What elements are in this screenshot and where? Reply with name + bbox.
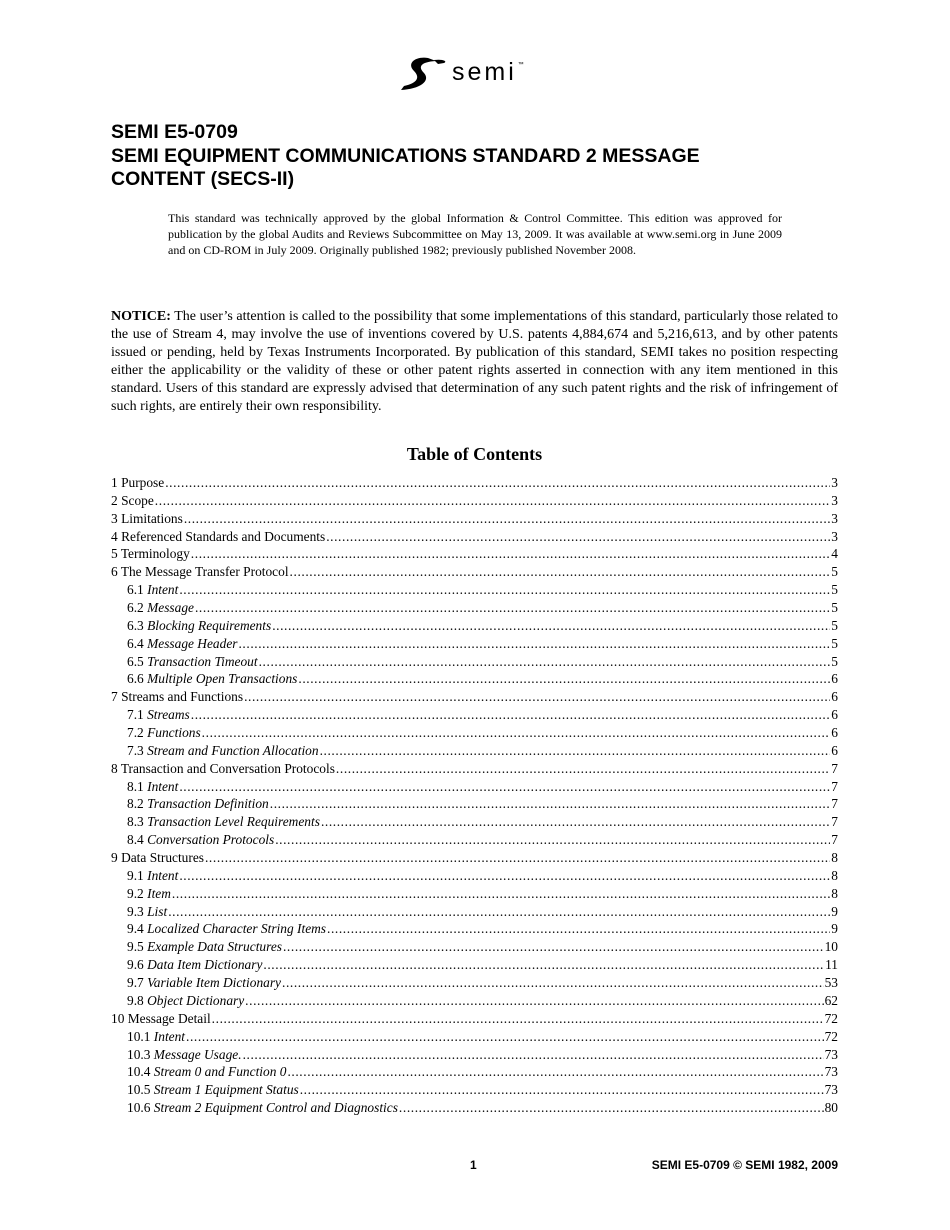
toc-entry-page: 73 <box>824 1046 838 1062</box>
toc-entry[interactable] <box>111 635 838 653</box>
toc-entry-label <box>127 706 190 724</box>
toc-entry-label <box>127 795 269 813</box>
toc-entry[interactable] <box>111 1046 838 1064</box>
toc-entry-label <box>127 903 167 921</box>
toc-entry-title: Stream and Function Allocation <box>147 742 319 758</box>
toc-entry[interactable] <box>111 742 838 760</box>
toc-leader-dots <box>300 1081 824 1099</box>
toc-entry-title: Stream 0 and Function 0 <box>153 1064 287 1080</box>
footer-copyright: SEMI E5-0709 © SEMI 1982, 2009 <box>651 1158 838 1172</box>
toc-entry-number: 9.8 <box>127 992 144 1008</box>
toc-leader-dots <box>212 1010 824 1028</box>
toc-entry-number: 10 <box>111 1010 125 1026</box>
toc-leader-dots <box>283 938 824 956</box>
toc-entry-number: 6.2 <box>127 600 144 616</box>
toc-entry[interactable] <box>111 1081 838 1099</box>
toc-entry[interactable] <box>111 760 838 778</box>
toc-leader-dots <box>238 635 830 653</box>
toc-leader-dots <box>168 903 830 921</box>
toc-leader-dots <box>287 1063 823 1081</box>
toc-entry[interactable] <box>111 563 838 581</box>
toc-entry-number: 1 <box>111 475 118 490</box>
toc-entry-label <box>111 1010 211 1028</box>
toc-entry-label <box>127 956 262 974</box>
toc-entry-number: 10.6 <box>127 1100 151 1116</box>
toc-entry[interactable] <box>111 849 838 867</box>
toc-entry-label <box>111 563 289 581</box>
toc-entry-label <box>127 778 178 796</box>
toc-entry-title: Blocking Requirements <box>147 617 272 633</box>
toc-entry-number: 9 <box>111 850 118 866</box>
toc-entry-label <box>111 545 190 563</box>
toc-entry-label <box>127 1081 299 1099</box>
toc-entry-title: Limitations <box>121 510 183 526</box>
toc-entry-label <box>127 617 271 635</box>
toc-leader-dots <box>191 545 831 563</box>
toc-entry-label <box>127 724 201 742</box>
toc-entry-label <box>127 885 171 903</box>
toc-entry-number: 10.3 <box>127 1046 151 1062</box>
toc-entry-number: 6 <box>111 564 118 580</box>
toc-entry-title: Intent <box>147 778 179 794</box>
toc-entry-number: 5 <box>111 546 118 562</box>
standard-id: SEMI E5-0709 <box>111 121 238 143</box>
toc-entry[interactable] <box>111 670 838 688</box>
toc-entry-page: 5 <box>831 582 838 598</box>
toc-leader-dots <box>195 599 830 617</box>
toc-entry-label <box>127 599 194 617</box>
toc-entry-number: 8.1 <box>127 778 144 794</box>
toc-entry-title: Transaction Level Requirements <box>147 814 320 830</box>
toc-entry-title: Streams and Functions <box>121 689 244 705</box>
toc-entry[interactable] <box>111 920 838 938</box>
toc-entry-page: 4 <box>831 546 838 562</box>
toc-entry[interactable] <box>111 903 838 921</box>
toc-entry-page: 3 <box>831 492 838 508</box>
toc-entry-page: 73 <box>824 1064 838 1080</box>
toc-leader-dots <box>179 581 830 599</box>
toc-entry-page: 5 <box>831 564 838 580</box>
toc-entry-number: 6.5 <box>127 653 144 669</box>
toc-entry-number: 7.2 <box>127 725 144 741</box>
toc-leader-dots <box>186 1028 824 1046</box>
toc-entry-title: Transaction and Conversation Protocols <box>120 760 335 776</box>
toc-entry-label <box>111 528 325 546</box>
toc-entry[interactable] <box>111 974 838 992</box>
document-title <box>111 121 831 192</box>
toc-entry-title: Localized Character String Items <box>147 921 327 937</box>
toc-entry-title: Message Detail <box>127 1010 211 1026</box>
toc-entry-number: 10.1 <box>127 1028 151 1044</box>
toc-leader-dots <box>165 474 830 492</box>
toc-entry-number: 6.3 <box>127 617 144 633</box>
toc-leader-dots <box>259 653 831 671</box>
toc-entry-number: 9.6 <box>127 957 144 973</box>
toc-leader-dots <box>270 795 831 813</box>
toc-entry-title: Referenced Standards and Documents <box>121 528 326 544</box>
toc-entry-title: Functions <box>147 725 201 741</box>
toc-entry-label <box>111 492 154 510</box>
toc-entry[interactable] <box>111 492 838 510</box>
toc-entry-page: 72 <box>824 1010 838 1026</box>
title-line-3: CONTENT (SECS-II) <box>111 168 295 190</box>
toc-entry-number: 8 <box>111 760 118 776</box>
toc-entry-page: 3 <box>831 528 838 544</box>
toc-entry-page: 7 <box>831 796 838 812</box>
toc-entry-title: The Message Transfer Protocol <box>120 564 289 580</box>
toc-entry-title: Scope <box>121 492 154 508</box>
toc-entry-label <box>111 510 183 528</box>
toc-leader-dots <box>179 867 830 885</box>
toc-entry-number: 8.2 <box>127 796 144 812</box>
toc-entry[interactable] <box>111 581 838 599</box>
toc-entry-page: 7 <box>831 778 838 794</box>
toc-entry-title: Stream 1 Equipment Status <box>153 1082 299 1098</box>
toc-entry-number: 7 <box>111 689 118 705</box>
toc-entry-number: 8.4 <box>127 832 144 848</box>
toc-entry-label <box>111 688 243 706</box>
toc-entry[interactable] <box>111 795 838 813</box>
toc-entry-title: Transaction Timeout <box>147 653 258 669</box>
toc-entry-title: Transaction Definition <box>147 796 269 812</box>
toc-entry-page: 6 <box>831 671 838 687</box>
toc-entry-page: 11 <box>825 957 838 973</box>
toc-entry-label <box>127 920 326 938</box>
toc-entry-page: 10 <box>824 939 838 955</box>
toc-entry-number: 8.3 <box>127 814 144 830</box>
toc-leader-dots <box>275 831 830 849</box>
toc-entry-number: 3 <box>111 510 118 526</box>
toc-entry[interactable] <box>111 724 838 742</box>
toc-entry-number: 6.1 <box>127 582 144 598</box>
toc-entry-page: 7 <box>831 760 838 776</box>
toc-entry[interactable] <box>111 545 838 563</box>
toc-entry-number: 9.3 <box>127 903 144 919</box>
toc-leader-dots <box>205 849 830 867</box>
toc-entry-title: Conversation Protocols <box>147 832 275 848</box>
toc-leader-dots <box>282 974 824 992</box>
trademark-symbol: ™ <box>517 62 524 68</box>
toc-leader-dots <box>272 617 830 635</box>
toc-entry-page: 8 <box>831 850 838 866</box>
toc-entry-title: Purpose <box>121 475 165 490</box>
toc-entry-title: Streams <box>147 707 190 723</box>
toc-entry-page: 53 <box>824 975 838 991</box>
toc-leader-dots <box>243 1046 824 1064</box>
toc-entry-page: 5 <box>831 635 838 651</box>
toc-leader-dots <box>155 492 831 510</box>
toc-entry-title: Item <box>147 885 171 901</box>
semi-swoosh-icon <box>398 55 448 93</box>
toc-entry-title: Intent <box>147 582 179 598</box>
toc-leader-dots <box>191 706 831 724</box>
page-number: 1 <box>470 1158 477 1172</box>
toc-entry[interactable] <box>111 1063 838 1081</box>
toc-entry-number: 9.2 <box>127 885 144 901</box>
approval-statement: This standard was technically approved by the global Information & Control Committee. This edition was approved for publication by the global Audits and Reviews Subcommittee on May 13, 2009. It was available at www.semi.org in June 2009 and on CD-ROM in July 2009. Originally published 1982; previously published November 2008. <box>168 211 782 257</box>
toc-entry[interactable] <box>111 938 838 956</box>
toc-leader-dots <box>179 778 830 796</box>
toc-entry[interactable] <box>111 653 838 671</box>
toc-entry[interactable] <box>111 778 838 796</box>
toc-entry-page: 9 <box>831 903 838 919</box>
toc-entry-number: 9.1 <box>127 867 144 883</box>
toc-entry-label <box>127 938 282 956</box>
toc-entry-title: Intent <box>147 867 179 883</box>
semi-logo <box>398 54 524 94</box>
toc-entry-page: 6 <box>831 725 838 741</box>
toc-entry-title: Message Usage. <box>153 1046 242 1062</box>
toc-entry-title: Variable Item Dictionary <box>147 975 281 991</box>
toc-entry-label <box>127 1099 398 1117</box>
toc-leader-dots <box>245 992 823 1010</box>
title-line-2: SEMI EQUIPMENT COMMUNICATIONS STANDARD 2 MESSAGE <box>111 144 700 167</box>
toc-entry-label <box>127 974 281 992</box>
toc-entry-page: 80 <box>824 1100 838 1116</box>
toc-leader-dots <box>320 742 831 760</box>
toc-entry[interactable] <box>111 617 838 635</box>
toc-entry-number: 6.4 <box>127 635 144 651</box>
toc-entry[interactable] <box>111 867 838 885</box>
toc-entry-title: List <box>147 903 168 919</box>
toc-entry-number: 9.7 <box>127 975 144 991</box>
toc-entry-title: Example Data Structures <box>147 939 282 955</box>
toc-entry-number: 7.1 <box>127 707 144 723</box>
toc-leader-dots <box>298 670 830 688</box>
toc-leader-dots <box>172 885 830 903</box>
toc-entry-page: 6 <box>831 689 838 705</box>
toc-entry-title: Object Dictionary <box>147 992 245 1008</box>
toc-entry-label <box>127 1063 286 1081</box>
toc-entry-title: Terminology <box>120 546 190 562</box>
toc-entry[interactable] <box>111 1010 838 1028</box>
toc-entry-label <box>127 635 237 653</box>
toc-entry-page: 62 <box>824 992 838 1008</box>
notice-paragraph <box>111 308 838 415</box>
toc-leader-dots <box>321 813 830 831</box>
toc-leader-dots <box>202 724 831 742</box>
toc-entry-page: 73 <box>824 1082 838 1098</box>
toc-entry[interactable] <box>111 1099 838 1117</box>
toc-leader-dots <box>326 528 830 546</box>
toc-entry-label <box>127 742 319 760</box>
toc-entry-number: 10.5 <box>127 1082 151 1098</box>
toc-entry-page: 7 <box>831 814 838 830</box>
toc-entry-label <box>127 1046 242 1064</box>
logo-text: semi <box>452 57 517 86</box>
toc-entry-label <box>127 1028 185 1046</box>
toc-entry-label <box>127 867 178 885</box>
toc-entry-number: 6.6 <box>127 671 144 687</box>
toc-entry-page: 6 <box>831 707 838 723</box>
toc-entry[interactable] <box>111 1028 838 1046</box>
toc-entry-page: 3 <box>831 475 838 490</box>
toc-leader-dots <box>399 1099 824 1117</box>
toc-leader-dots <box>290 563 831 581</box>
toc-entry-label <box>127 831 274 849</box>
toc-entry-title: Data Item Dictionary <box>147 957 263 973</box>
toc-entry-title: Intent <box>153 1028 186 1044</box>
toc-entry[interactable] <box>111 706 838 724</box>
toc-entry[interactable] <box>111 510 838 528</box>
toc-entry-label <box>111 474 164 492</box>
toc-entry-title: Multiple Open Transactions <box>147 671 298 687</box>
toc-entry-number: 9.4 <box>127 921 144 937</box>
toc-entry-label <box>111 760 335 778</box>
toc-entry-page: 5 <box>831 600 838 616</box>
toc-entry[interactable] <box>111 528 838 546</box>
toc-entry-page: 8 <box>831 885 838 901</box>
toc-entry-number: 4 <box>111 528 118 544</box>
toc-entry[interactable] <box>111 831 838 849</box>
toc-entry-label <box>127 581 178 599</box>
toc-leader-dots <box>263 956 824 974</box>
toc-entry[interactable] <box>111 956 838 974</box>
notice-text: The user’s attention is called to the possibility that some implementations of this standard, particularly those related to the use of Stream 4, may involve the use of inventions covered by U.S. patents 4,884,674 and 5,216,613, and by other patents issued or pending, held by Texas Instruments Incorporated. By publication of this standard, SEMI takes no position respecting either the applicability or the validity of these or other patent rights asserted in connection with any item mentioned in this standard. Users of this standard are expressly advised that determination of any such patent rights and the risk of infringement of such rights, are entirely their own responsibility. <box>111 309 838 414</box>
toc-entry[interactable] <box>111 813 838 831</box>
toc-entry-page: 5 <box>831 653 838 669</box>
toc-entry-number: 9.5 <box>127 939 144 955</box>
toc-entry[interactable] <box>111 474 838 492</box>
toc-heading: Table of Contents <box>406 444 543 464</box>
toc-entry-title: Message Header <box>147 635 238 651</box>
toc-entry-title: Stream 2 Equipment Control and Diagnostics <box>153 1100 398 1116</box>
toc-entry-title: Message <box>147 600 194 616</box>
toc-entry-page: 7 <box>831 832 838 848</box>
toc-entry-label <box>127 813 320 831</box>
toc-entry-number: 2 <box>111 492 118 508</box>
toc-entry-label <box>127 670 297 688</box>
toc-entry-label <box>111 849 204 867</box>
toc-entry-page: 5 <box>831 617 838 633</box>
toc-leader-dots <box>336 760 830 778</box>
toc-entry[interactable] <box>111 992 838 1010</box>
toc-leader-dots <box>184 510 830 528</box>
notice-label: NOTICE: <box>111 309 171 324</box>
toc-entry-number: 7.3 <box>127 742 144 758</box>
toc-leader-dots <box>327 920 830 938</box>
toc-entry-label <box>127 992 244 1010</box>
toc-entry-page: 3 <box>831 510 838 526</box>
toc-entry-page: 72 <box>824 1028 838 1044</box>
toc-entry-page: 8 <box>831 867 838 883</box>
toc-entry[interactable] <box>111 599 838 617</box>
toc-entry-title: Data Structures <box>121 850 204 866</box>
toc-entry-page: 9 <box>831 921 838 937</box>
table-of-contents <box>111 474 838 1117</box>
toc-entry-page: 6 <box>831 742 838 758</box>
toc-entry-label <box>127 653 258 671</box>
toc-entry[interactable] <box>111 885 838 903</box>
toc-entry[interactable] <box>111 688 838 706</box>
toc-entry-number: 10.4 <box>127 1064 151 1080</box>
toc-leader-dots <box>244 688 830 706</box>
